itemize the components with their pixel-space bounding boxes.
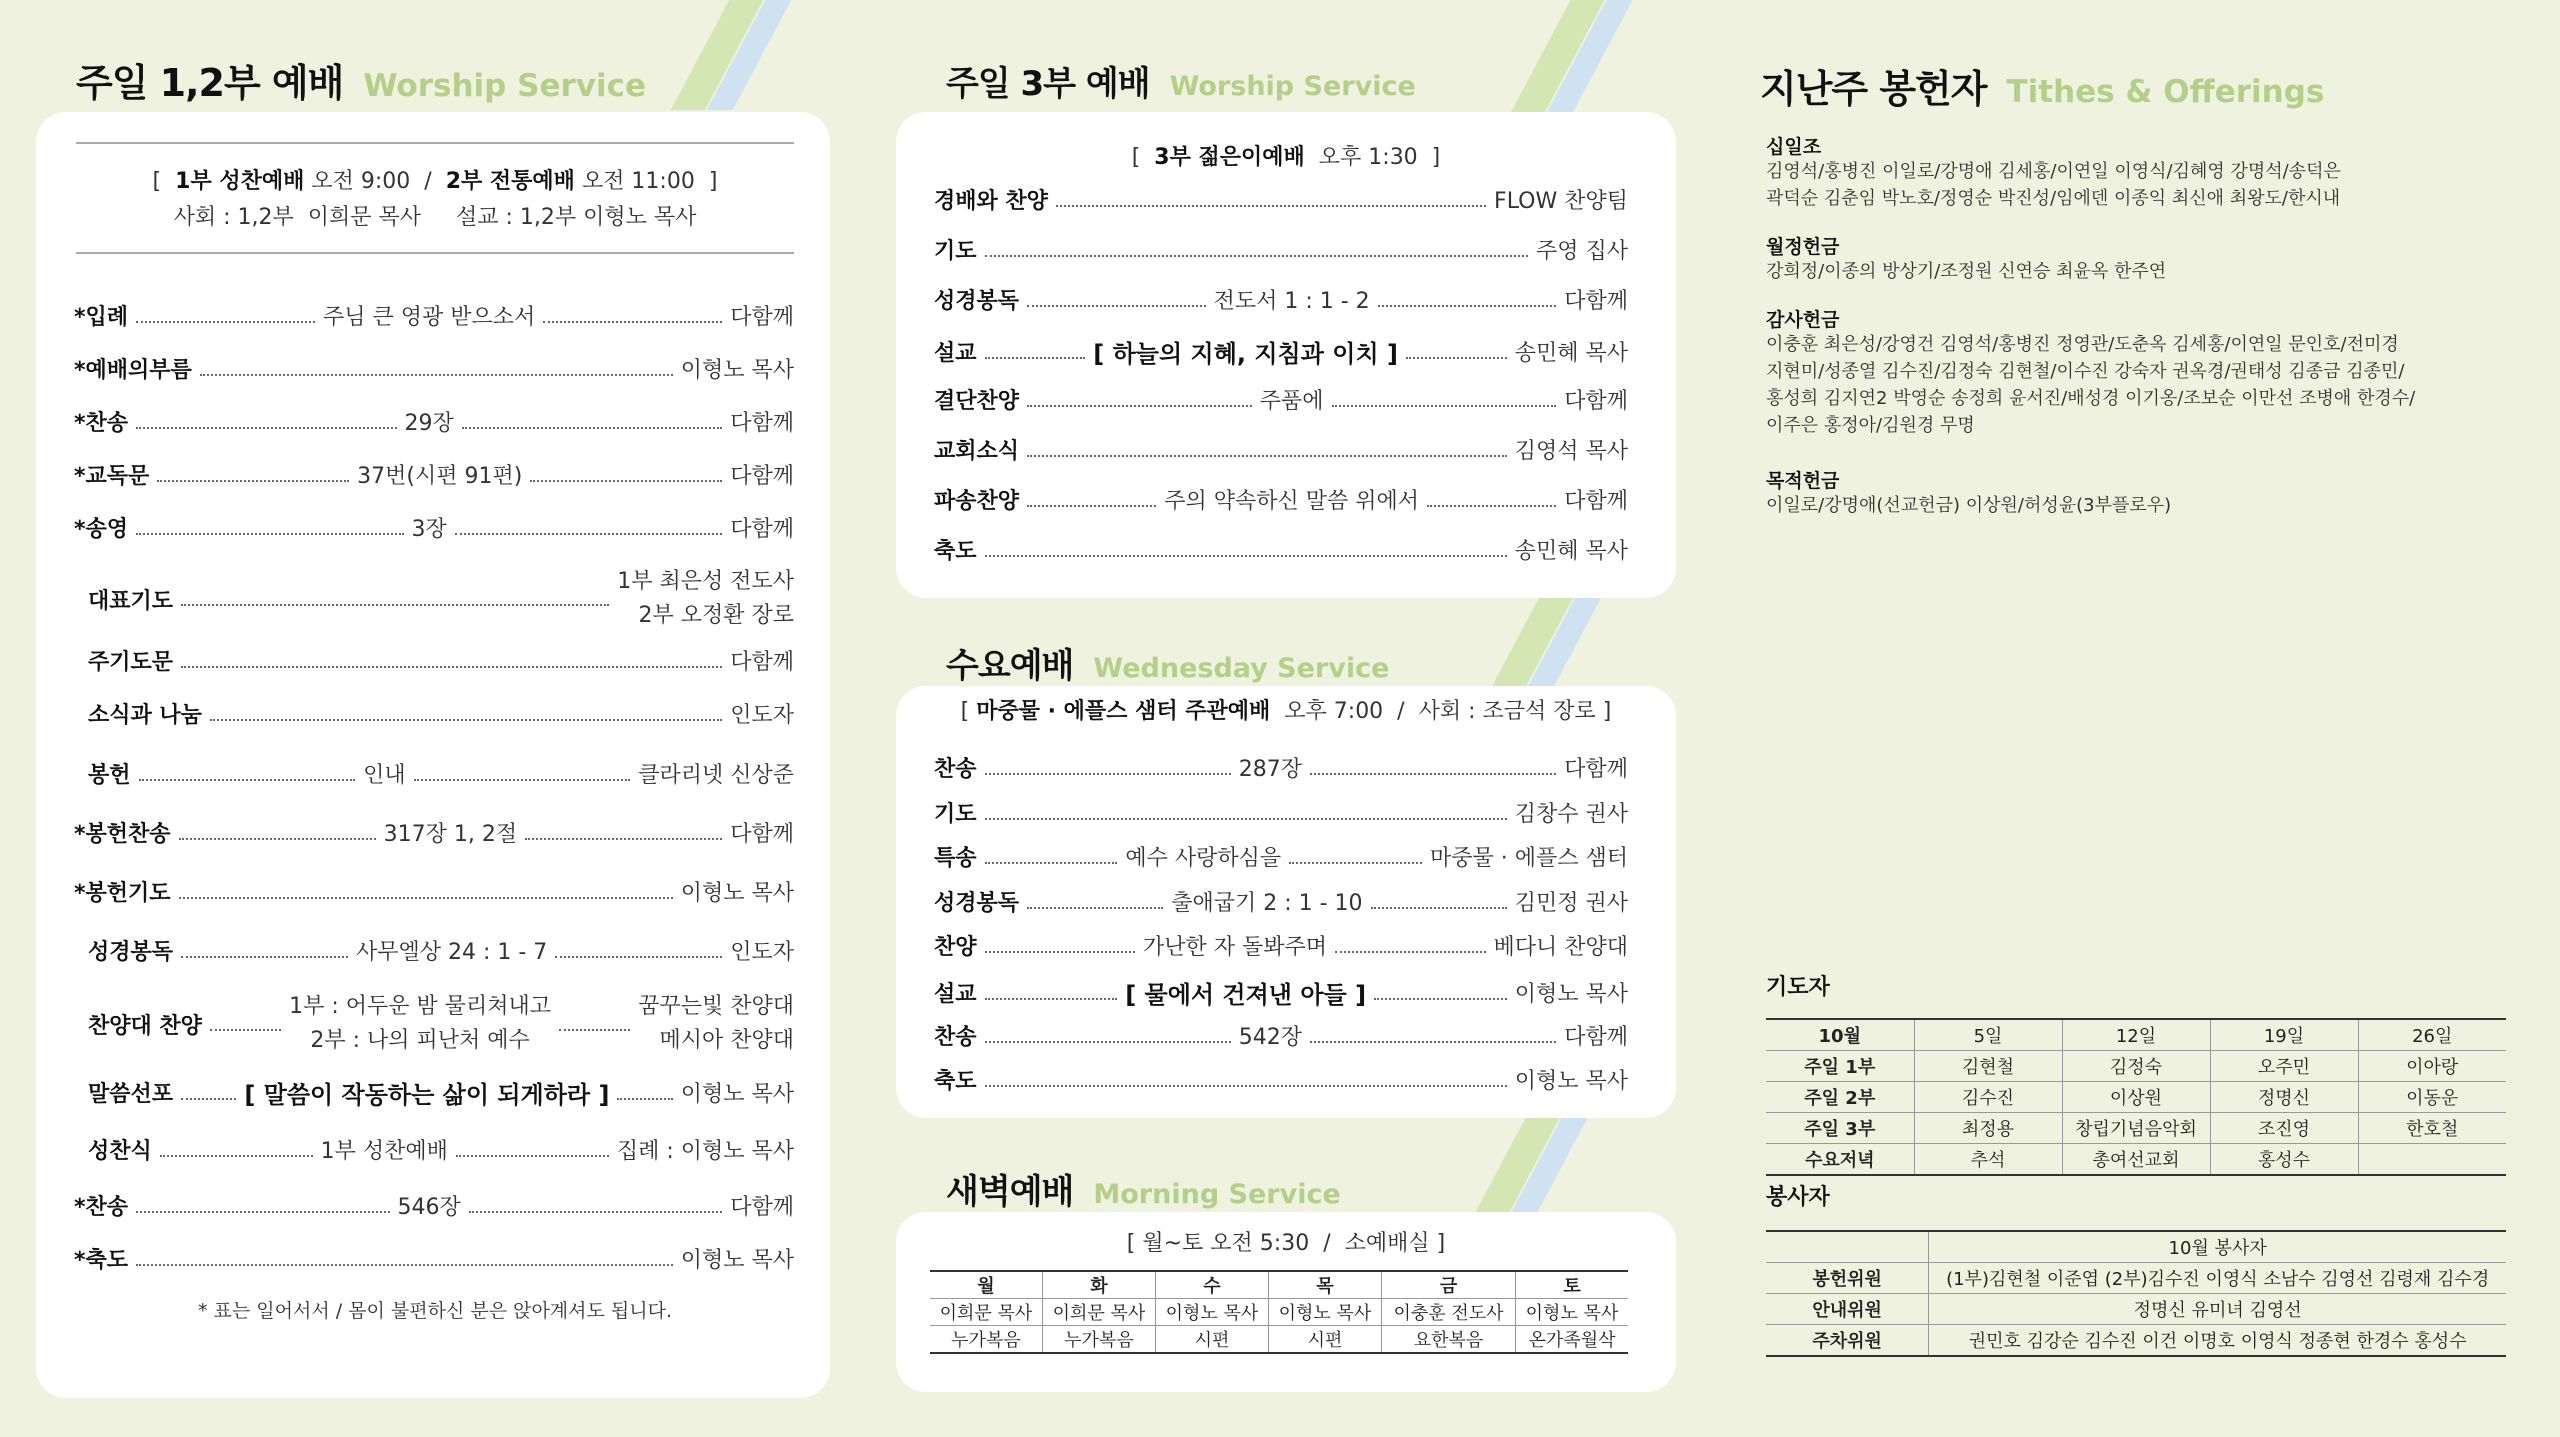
prayer-cell: 수요저녁 bbox=[1766, 1144, 1914, 1176]
divider bbox=[76, 142, 794, 144]
prayer-cell: 김현철 bbox=[1914, 1051, 2062, 1082]
order-detail: 542장 bbox=[1238, 1025, 1302, 1050]
morning-title-en: Morning Service bbox=[1093, 1179, 1341, 1210]
order-leader: FLOW 찬양팀 bbox=[1494, 189, 1628, 214]
wednesday-header: [ 마중물 · 에플스 샘터 주관예배 오후 7:00 / 사회 : 조금석 장로 ] bbox=[960, 699, 1612, 724]
order-row bbox=[934, 797, 1628, 828]
worship3-title-ko: 주일 3부 예배 bbox=[946, 64, 1150, 104]
order-label: *예배의부름 bbox=[74, 358, 192, 383]
order-detail-line1: 1부 : 어두운 밤 물리쳐내고 bbox=[289, 994, 552, 1019]
leader-dots bbox=[1027, 907, 1163, 909]
prayer-cell: 정명신 bbox=[2210, 1082, 2358, 1113]
order-label: 축도 bbox=[934, 539, 977, 564]
leader-dots bbox=[1335, 951, 1485, 953]
leader-dots bbox=[1027, 455, 1507, 457]
leader-dots bbox=[139, 779, 356, 781]
offering-names: 이충훈 최은성/강영건 김영석/홍병진 정영관/도춘옥 김세홍/이연일 문인호/전미경 bbox=[1766, 334, 2399, 355]
order-label: 말씀선포 bbox=[88, 1082, 174, 1107]
offering-names: 곽덕순 김춘임 박노호/정영순 박진성/임에덴 이종익 최신애 최왕도/한시내 bbox=[1766, 188, 2341, 209]
worship12-title-en: Worship Service bbox=[363, 68, 647, 104]
order-label: 찬송 bbox=[934, 757, 977, 782]
order-leader: 김창수 권사 bbox=[1514, 802, 1628, 827]
offering-group-heading: 감사헌금 bbox=[1766, 309, 1840, 331]
volunteers-header-cell: 10월 봉사자 bbox=[1929, 1231, 2506, 1263]
morning-row bbox=[930, 1326, 1628, 1354]
order-row bbox=[934, 484, 1628, 515]
prayer-cell: 이아랑 bbox=[2358, 1051, 2506, 1082]
leader-dots bbox=[456, 1155, 609, 1157]
order-row bbox=[934, 234, 1628, 265]
leader-dots bbox=[181, 604, 609, 606]
leader-dots bbox=[1289, 862, 1422, 864]
order-row bbox=[88, 645, 794, 676]
order-row bbox=[74, 512, 794, 543]
order-label: 기도 bbox=[934, 802, 977, 827]
leader-dots bbox=[1406, 357, 1507, 359]
morning-cell: 수 bbox=[1155, 1271, 1268, 1299]
order-leader: 다함께 bbox=[730, 305, 794, 330]
prayer-cell: 창립기념음악회 bbox=[2062, 1113, 2210, 1144]
leader-dots bbox=[985, 773, 1231, 775]
morning-title bbox=[946, 1164, 1341, 1213]
prayer-row bbox=[1766, 1113, 2506, 1144]
order-detail-line2: 2부 : 나의 피난처 예수 bbox=[310, 1028, 530, 1053]
prayer-row bbox=[1766, 1019, 2506, 1051]
order-leader: 다함께 bbox=[1564, 389, 1629, 414]
order-leader: 인도자 bbox=[730, 703, 794, 728]
order-row bbox=[88, 990, 794, 1058]
offerings-title-ko: 지난주 봉헌자 bbox=[1760, 67, 1987, 111]
wednesday-title bbox=[946, 638, 1389, 687]
order-label: 대표기도 bbox=[88, 588, 174, 614]
prayer-cell: 26일 bbox=[2358, 1019, 2506, 1051]
order-detail: 37번(시편 91편) bbox=[357, 464, 523, 489]
morning-cell: 이형노 목사 bbox=[1516, 1299, 1628, 1326]
worship12-footnote: * 표는 일어서서 / 몸이 불편하신 분은 앉아계셔도 됩니다. bbox=[197, 1300, 673, 1322]
order-detail: [ 물에서 건져낸 아들 ] bbox=[1125, 981, 1367, 1009]
prayer-cell: 이동운 bbox=[2358, 1082, 2506, 1113]
leader-dots bbox=[1310, 773, 1556, 775]
order-leader: 베다니 찬양대 bbox=[1493, 935, 1629, 960]
order-label: 소식과 나눔 bbox=[88, 703, 202, 728]
order-detail: 사무엘상 24 : 1 - 7 bbox=[355, 940, 548, 965]
order-leader: 다함께 bbox=[730, 464, 794, 489]
order-detail: 546장 bbox=[397, 1195, 461, 1220]
order-leader-line1: 꿈꾸는빛 찬양대 bbox=[638, 994, 794, 1019]
order-leader: 다함께 bbox=[730, 411, 794, 436]
leader-dots bbox=[200, 374, 673, 376]
leader-dots bbox=[181, 956, 348, 958]
order-row bbox=[934, 930, 1628, 961]
morning-cell: 이희문 목사 bbox=[930, 1299, 1042, 1326]
leader-dots bbox=[136, 1264, 673, 1266]
order-leader: 다함께 bbox=[730, 1195, 794, 1220]
leader-dots bbox=[181, 1098, 236, 1100]
morning-cell: 시편 bbox=[1155, 1326, 1268, 1354]
prayer-cell: 추석 bbox=[1914, 1144, 2062, 1176]
order-leader: 인도자 bbox=[730, 940, 795, 965]
order-row bbox=[88, 698, 794, 729]
order-leader-line2: 메시아 찬양대 bbox=[659, 1028, 794, 1053]
worship3-header: [ 3부 젊은이예배 오후 1:30 ] bbox=[1131, 145, 1441, 170]
order-label: *송영 bbox=[74, 517, 129, 542]
order-row bbox=[934, 284, 1628, 315]
leader-dots bbox=[455, 533, 722, 535]
morning-schedule-table bbox=[930, 1270, 1628, 1354]
morning-cell: 시편 bbox=[1268, 1326, 1381, 1354]
morning-cell: 이희문 목사 bbox=[1042, 1299, 1155, 1326]
order-detail: 전도서 1 : 1 - 2 bbox=[1213, 289, 1370, 314]
leader-dots bbox=[530, 480, 722, 482]
leader-dots bbox=[136, 533, 403, 535]
order-label: *찬송 bbox=[74, 1195, 129, 1220]
morning-cell: 온가족월삭 bbox=[1516, 1326, 1628, 1354]
offering-names: 이일로/강명애(선교헌금) 이상원/허성윤(3부플로우) bbox=[1766, 495, 2172, 516]
prayer-cell: 주일 1부 bbox=[1766, 1051, 1914, 1082]
worship3-title bbox=[946, 56, 1416, 105]
volunteers-row bbox=[1766, 1263, 2506, 1294]
offering-group-heading: 십일조 bbox=[1766, 136, 1822, 158]
order-leader: 김민정 권사 bbox=[1514, 891, 1629, 916]
leader-dots bbox=[985, 555, 1507, 557]
prayer-cell: 오주민 bbox=[2210, 1051, 2358, 1082]
morning-cell: 요한복음 bbox=[1382, 1326, 1516, 1354]
order-label: 특송 bbox=[934, 846, 977, 871]
prayer-cell: 김정숙 bbox=[2062, 1051, 2210, 1082]
morning-cell: 누가복음 bbox=[1042, 1326, 1155, 1354]
prayer-cell: 최정용 bbox=[1914, 1113, 2062, 1144]
order-label: 성경봉독 bbox=[934, 289, 1020, 314]
volunteers-row bbox=[1766, 1294, 2506, 1325]
leader-dots bbox=[1027, 505, 1156, 507]
offering-names: 김영석/홍병진 이일로/강명애 김세홍/이연일 이영식/김혜영 강명석/송덕은 bbox=[1766, 161, 2341, 182]
leader-dots bbox=[179, 838, 376, 840]
order-detail: 인내 bbox=[363, 763, 406, 788]
prayer-cell bbox=[2358, 1144, 2506, 1176]
leader-dots bbox=[559, 1029, 630, 1031]
offering-names: 홍성희 김지연2 박영순 송정희 윤서진/배성경 이기옹/조보순 이만선 조병애 한경수/ bbox=[1766, 388, 2416, 409]
prayer-cell: 주일 3부 bbox=[1766, 1113, 1914, 1144]
order-row bbox=[934, 886, 1628, 917]
order-detail: 가난한 자 돌봐주며 bbox=[1143, 935, 1328, 960]
order-leader: 클라리넷 신상준 bbox=[638, 763, 795, 788]
worship3-title-en: Worship Service bbox=[1169, 71, 1416, 102]
leader-dots bbox=[985, 1041, 1231, 1043]
morning-cell: 금 bbox=[1382, 1271, 1516, 1299]
volunteers-table bbox=[1766, 1230, 2506, 1357]
leader-dots bbox=[985, 357, 1086, 359]
morning-cell: 화 bbox=[1042, 1271, 1155, 1299]
morning-cell: 목 bbox=[1268, 1271, 1381, 1299]
order-leader-line2: 2부 오정환 장로 bbox=[638, 603, 794, 628]
order-label: 성찬식 bbox=[88, 1139, 152, 1164]
order-leader: 이형노 목사 bbox=[680, 1248, 794, 1273]
leader-dots bbox=[1056, 205, 1486, 207]
leader-dots bbox=[1374, 998, 1507, 1000]
order-detail: 29장 bbox=[404, 411, 454, 436]
order-label: *입례 bbox=[74, 305, 129, 330]
offerings-title bbox=[1760, 58, 2324, 113]
leader-dots bbox=[985, 862, 1118, 864]
order-leader: 송민혜 목사 bbox=[1514, 539, 1628, 564]
leader-dots bbox=[136, 1211, 389, 1213]
prayer-cell: 조진영 bbox=[2210, 1113, 2358, 1144]
order-detail: 주님 큰 영광 받으소서 bbox=[323, 305, 536, 330]
volunteers-cell: 권민호 김강순 김수진 이건 이명호 이영식 정종현 한경수 홍성수 bbox=[1929, 1325, 2506, 1357]
order-label: 파송찬양 bbox=[934, 489, 1020, 514]
order-row bbox=[934, 975, 1628, 1010]
leader-dots bbox=[210, 1029, 281, 1031]
leader-dots bbox=[157, 480, 349, 482]
order-leader: 다함께 bbox=[1564, 489, 1629, 514]
order-label: 설교 bbox=[934, 982, 977, 1007]
prayer-title: 기도자 bbox=[1766, 975, 1830, 1000]
order-leader bbox=[617, 565, 794, 633]
prayer-cell: 12일 bbox=[2062, 1019, 2210, 1051]
order-row bbox=[88, 758, 794, 789]
order-row bbox=[934, 334, 1628, 369]
leader-dots bbox=[160, 1155, 313, 1157]
leader-dots bbox=[617, 1098, 672, 1100]
offering-names: 강희정/이종의 방상기/조정원 신연승 최윤옥 한주연 bbox=[1766, 261, 2167, 282]
order-leader: 다함께 bbox=[730, 822, 795, 847]
order-label: 찬양 bbox=[934, 935, 977, 960]
order-label: 기도 bbox=[934, 239, 977, 264]
offering-names: 지현미/성종열 김수진/김정숙 김현철/이수진 강숙자 권옥경/권태성 김종금 김종민/ bbox=[1766, 361, 2405, 382]
leader-dots bbox=[543, 321, 722, 323]
order-leader: 마중물 · 에플스 샘터 bbox=[1430, 846, 1628, 871]
order-leader: 이형노 목사 bbox=[1514, 1069, 1628, 1094]
prayer-row bbox=[1766, 1144, 2506, 1176]
order-label: 축도 bbox=[934, 1069, 977, 1094]
order-leader: 이형노 목사 bbox=[680, 358, 794, 383]
morning-cell: 이형노 목사 bbox=[1155, 1299, 1268, 1326]
order-leader: 주영 집사 bbox=[1535, 239, 1628, 264]
morning-row bbox=[930, 1271, 1628, 1299]
leader-dots bbox=[555, 956, 722, 958]
volunteers-cell: 주차위원 bbox=[1766, 1325, 1929, 1357]
volunteers-cell: (1부)김현철 이준엽 (2부)김수진 이영식 소남수 김영선 김령재 김수경 bbox=[1929, 1263, 2506, 1294]
order-row bbox=[934, 434, 1628, 465]
leader-dots bbox=[181, 666, 722, 668]
order-detail: 3장 bbox=[411, 517, 447, 542]
order-leader: 다함께 bbox=[730, 650, 794, 675]
order-label: 성경봉독 bbox=[934, 891, 1020, 916]
order-row bbox=[74, 1190, 794, 1221]
prayer-cell: 이상원 bbox=[2062, 1082, 2210, 1113]
order-label: 찬송 bbox=[934, 1025, 977, 1050]
offerings-title-en: Tithes & Offerings bbox=[2006, 74, 2325, 110]
order-label: *교독문 bbox=[74, 464, 150, 489]
order-row bbox=[88, 935, 794, 966]
order-leader: 이형노 목사 bbox=[1514, 982, 1628, 1007]
order-leader: 다함께 bbox=[730, 517, 794, 542]
leader-dots bbox=[1310, 1041, 1556, 1043]
order-row bbox=[74, 406, 794, 437]
leader-dots bbox=[985, 951, 1135, 953]
order-label: 봉헌 bbox=[88, 763, 131, 788]
leader-dots bbox=[210, 719, 722, 721]
wednesday-title-ko: 수요예배 bbox=[946, 646, 1074, 686]
order-label: 주기도문 bbox=[88, 650, 174, 675]
order-detail: 예수 사랑하심을 bbox=[1125, 846, 1282, 871]
order-row bbox=[934, 534, 1628, 565]
order-row bbox=[88, 1134, 794, 1165]
order-leader: 다함께 bbox=[1564, 1025, 1628, 1050]
order-label: *봉헌찬송 bbox=[74, 822, 171, 847]
offering-names: 이주은 홍정아/김원경 무명 bbox=[1766, 415, 1975, 436]
volunteers-header-row bbox=[1766, 1231, 2506, 1263]
leader-dots bbox=[462, 427, 722, 429]
order-row bbox=[934, 1020, 1628, 1051]
leader-dots bbox=[469, 1211, 722, 1213]
leader-dots bbox=[985, 1085, 1507, 1087]
order-detail: 317장 1, 2절 bbox=[383, 822, 518, 847]
prayer-table bbox=[1766, 1018, 2506, 1176]
order-leader: 다함께 bbox=[1564, 757, 1628, 782]
leader-dots bbox=[1332, 405, 1557, 407]
order-leader: 이형노 목사 bbox=[680, 1082, 795, 1107]
prayer-cell: 한호철 bbox=[2358, 1113, 2506, 1144]
leader-dots bbox=[136, 427, 396, 429]
order-row bbox=[934, 1064, 1628, 1095]
leader-dots bbox=[136, 321, 315, 323]
leader-dots bbox=[985, 255, 1528, 257]
offering-group-heading: 목적헌금 bbox=[1766, 470, 1840, 492]
worship12-times: [ 1부 성찬예배 오전 9:00 / 2부 전통예배 오전 11:00 ] bbox=[152, 169, 718, 194]
prayer-row bbox=[1766, 1051, 2506, 1082]
order-row bbox=[934, 384, 1628, 415]
order-label: *축도 bbox=[74, 1248, 129, 1273]
order-detail: 1부 성찬예배 bbox=[320, 1139, 448, 1164]
prayer-cell: 10월 bbox=[1766, 1019, 1914, 1051]
prayer-cell: 김수진 bbox=[1914, 1082, 2062, 1113]
leader-dots bbox=[525, 838, 722, 840]
order-detail: 주품에 bbox=[1259, 389, 1324, 414]
order-detail: 주의 약속하신 말씀 위에서 bbox=[1164, 489, 1420, 514]
order-label: *찬송 bbox=[74, 411, 129, 436]
worship12-title-ko: 주일 1,2부 예배 bbox=[76, 61, 344, 105]
order-row bbox=[934, 841, 1628, 872]
leader-dots bbox=[985, 998, 1118, 1000]
order-detail: [ 말씀이 작동하는 삶이 되게하라 ] bbox=[244, 1081, 610, 1109]
prayer-cell: 주일 2부 bbox=[1766, 1082, 1914, 1113]
leader-dots bbox=[985, 818, 1507, 820]
order-leader: 집례 : 이형노 목사 bbox=[616, 1139, 794, 1164]
worship12-leaders: 사회 : 1,2부 이희문 목사 설교 : 1,2부 이형노 목사 bbox=[173, 205, 697, 230]
order-leader: 이형노 목사 bbox=[680, 881, 794, 906]
morning-cell: 이충훈 전도사 bbox=[1382, 1299, 1516, 1326]
prayer-cell: 5일 bbox=[1914, 1019, 2062, 1051]
volunteers-corner bbox=[1766, 1231, 1929, 1263]
morning-cell: 월 bbox=[930, 1271, 1042, 1299]
order-row bbox=[88, 565, 794, 633]
order-detail: 287장 bbox=[1238, 757, 1302, 782]
order-detail bbox=[289, 990, 551, 1058]
morning-header: [ 월~토 오전 5:30 / 소예배실 ] bbox=[1126, 1231, 1446, 1256]
order-row bbox=[74, 459, 794, 490]
morning-cell: 누가복음 bbox=[930, 1326, 1042, 1354]
order-row bbox=[88, 1075, 794, 1110]
leader-dots bbox=[414, 779, 631, 781]
volunteers-cell: 정명신 유미녀 김영선 bbox=[1929, 1294, 2506, 1325]
order-leader: 다함께 bbox=[1564, 289, 1629, 314]
morning-title-ko: 새벽예배 bbox=[946, 1172, 1074, 1212]
morning-row bbox=[930, 1299, 1628, 1326]
order-row bbox=[74, 300, 794, 331]
leader-dots bbox=[1427, 505, 1556, 507]
order-label: *봉헌기도 bbox=[74, 881, 171, 906]
leader-dots bbox=[1027, 305, 1206, 307]
order-row bbox=[74, 1243, 794, 1274]
order-leader: 김영석 목사 bbox=[1514, 439, 1628, 464]
volunteers-cell: 봉헌위원 bbox=[1766, 1263, 1929, 1294]
order-label: 찬양대 찬양 bbox=[88, 1013, 202, 1039]
prayer-cell: 총여선교회 bbox=[2062, 1144, 2210, 1176]
order-label: 성경봉독 bbox=[88, 940, 174, 965]
leader-dots bbox=[1371, 907, 1507, 909]
wednesday-title-en: Wednesday Service bbox=[1093, 653, 1390, 684]
leader-dots bbox=[1378, 305, 1557, 307]
order-label: 교회소식 bbox=[934, 439, 1020, 464]
volunteers-row bbox=[1766, 1325, 2506, 1357]
order-leader bbox=[638, 990, 794, 1058]
worship12-title bbox=[76, 52, 646, 107]
order-row bbox=[74, 817, 795, 848]
order-row bbox=[74, 876, 794, 907]
prayer-cell: 홍성수 bbox=[2210, 1144, 2358, 1176]
prayer-row bbox=[1766, 1082, 2506, 1113]
prayer-cell: 19일 bbox=[2210, 1019, 2358, 1051]
order-label: 경배와 찬양 bbox=[934, 189, 1048, 214]
order-label: 설교 bbox=[934, 341, 977, 366]
order-detail: 출애굽기 2 : 1 - 10 bbox=[1171, 891, 1363, 916]
morning-cell: 토 bbox=[1516, 1271, 1628, 1299]
order-leader: 송민혜 목사 bbox=[1514, 341, 1629, 366]
order-row bbox=[934, 752, 1628, 783]
leader-dots bbox=[1027, 405, 1252, 407]
order-leader-line1: 1부 최은성 전도사 bbox=[617, 569, 794, 594]
order-detail: [ 하늘의 지혜, 지침과 이치 ] bbox=[1093, 340, 1398, 368]
order-row bbox=[934, 184, 1628, 215]
order-label: 결단찬양 bbox=[934, 389, 1020, 414]
leader-dots bbox=[179, 897, 673, 899]
divider bbox=[76, 252, 794, 254]
volunteers-cell: 안내위원 bbox=[1766, 1294, 1929, 1325]
order-row bbox=[74, 353, 794, 384]
morning-cell: 이형노 목사 bbox=[1268, 1299, 1381, 1326]
volunteers-title: 봉사자 bbox=[1766, 1185, 1830, 1210]
offering-group-heading: 월정헌금 bbox=[1766, 236, 1840, 258]
